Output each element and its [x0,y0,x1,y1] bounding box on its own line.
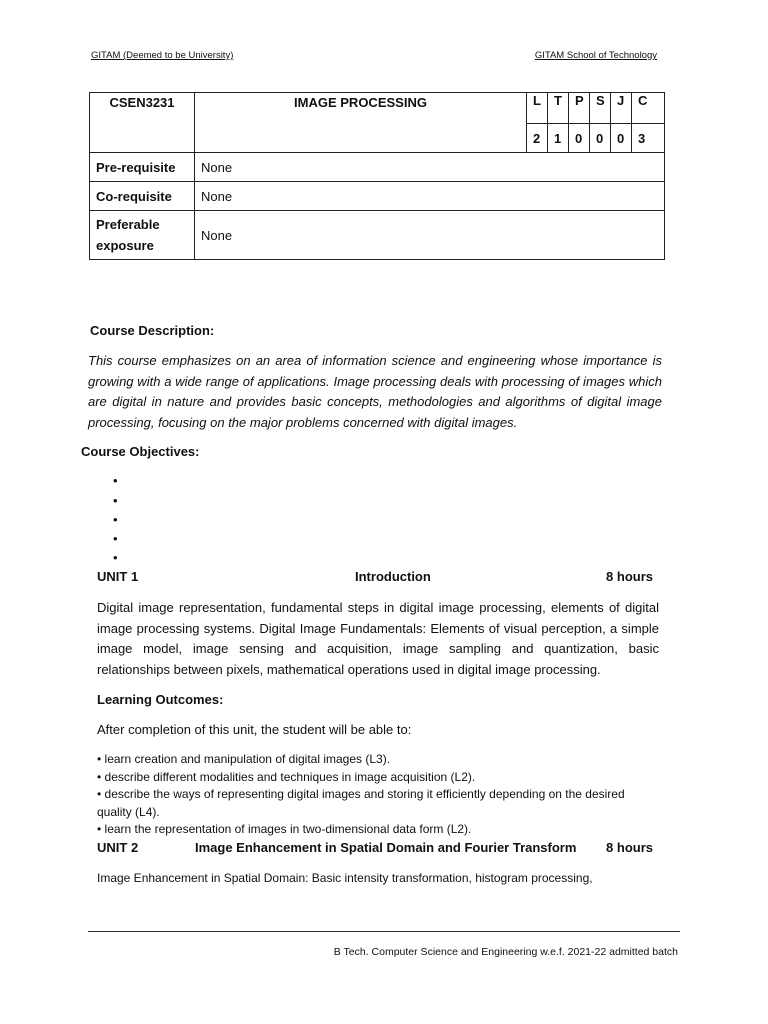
objective-bullet-3: • [113,512,118,527]
course-code: CSEN3231 [90,93,195,153]
course-title: IMAGE PROCESSING [195,93,527,153]
unit1-hours: 8 hours [606,569,653,584]
unit2-hours: 8 hours [606,840,653,855]
credit-value-s: 0 [590,124,611,153]
objective-bullet-4: • [113,531,118,546]
credit-value-p: 0 [569,124,590,153]
header-left: GITAM (Deemed to be University) [91,50,234,61]
outcome-item: • learn the representation of images in two-dimensional data form (L2). [97,822,472,836]
header-right: GITAM School of Technology [534,50,657,61]
footer-divider [88,931,680,932]
outcome-item: • learn creation and manipulation of digital images (L3). [97,752,391,766]
prerequisite-value: None [195,153,665,182]
unit2-content: Image Enhancement in Spatial Domain: Basic intensity transformation, histogram processing, [97,871,593,885]
objective-bullet-1: • [113,473,118,488]
unit2-label: UNIT 2 [97,840,139,855]
preferable-exposure-label: Preferable exposure [90,211,195,260]
credit-value-l: 2 [527,124,548,153]
corequisite-label: Co-requisite [90,182,195,211]
course-description-text: This course emphasizes on an area of information science and engineering whose importance is growing with a wide range of applications. Image processing deals with processing of images which are digital in nature and provides basic concepts, methodologies and algorithms of digital image processing, focusing on the major problems concerned with digital images. [88,353,662,430]
credit-label-t: T [548,93,569,124]
outcome-item: • describe different modalities and techniques in image acquisition (L2). [97,769,476,784]
credit-label-p: P [569,93,590,124]
corequisite-value: None [195,182,665,211]
objective-bullet-5: • [113,550,118,565]
objective-bullet-2: • [113,493,118,508]
outcome-item: • describe the ways of representing digital images and storing it efficiently depending on the desired quality (L4). [97,787,625,819]
unit1-title: Introduction [355,569,431,584]
course-objectives-heading: Course Objectives: [81,444,200,459]
preferable-exposure-value: None [195,211,665,260]
unit1-content: Digital image representation, fundamental steps in digital image processing, elements of digital image processing systems. Digital Image Fundamentals: Elements of visual perception, a simple image model, image sensing and acquisition, image sampling and quantization, basic relationships between pixels, mathematical operations used in digital image processing. [97,600,659,677]
learning-outcomes-intro: After completion of this unit, the student will be able to: [97,722,412,737]
unit1-label: UNIT 1 [97,569,139,584]
credit-label-j: J [611,93,632,124]
learning-outcomes-heading: Learning Outcomes: [97,692,224,707]
course-description-heading: Course Description: [90,323,215,338]
footer-text: B Tech. Computer Science and Engineering w.e.f. 2021-22 admitted batch [333,946,678,958]
credit-label-c: C [632,93,665,124]
prerequisite-label: Pre-requisite [90,153,195,182]
credit-label-l: L [527,93,548,124]
credit-value-c: 3 [632,124,665,153]
learning-outcomes-list [97,751,637,839]
credit-label-s: S [590,93,611,124]
course-info-table [89,92,665,260]
unit2-title: Image Enhancement in Spatial Domain and Fourier Transform [195,840,577,855]
credit-value-j: 0 [611,124,632,153]
credit-value-t: 1 [548,124,569,153]
